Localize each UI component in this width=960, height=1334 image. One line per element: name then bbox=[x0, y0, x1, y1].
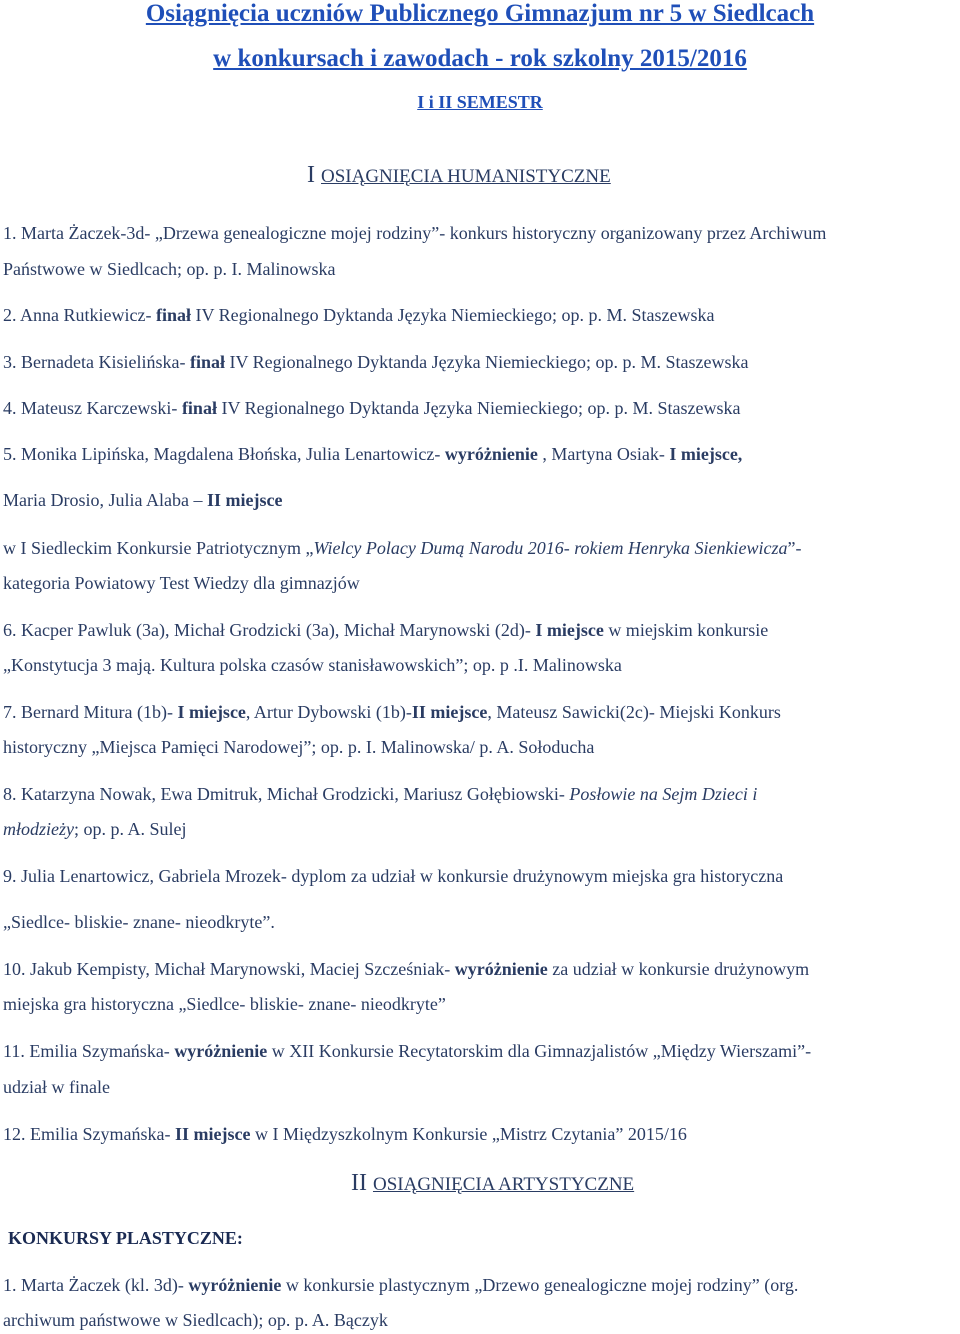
entry-emphasis: I miejsce, bbox=[669, 444, 743, 464]
entry-text: , Mateusz Sawicki(2c)- Miejski Konkurs bbox=[487, 702, 781, 722]
entry-line bbox=[3, 489, 282, 511]
entry-text: w I Siedleckim Konkursie Patriotycznym „ bbox=[3, 538, 314, 558]
entry-text: w miejskim konkursie bbox=[603, 620, 769, 640]
section-heading-arts bbox=[351, 1170, 634, 1197]
section-heading-humanities bbox=[307, 162, 611, 189]
entry-text: 4. Mateusz Karczewski- bbox=[3, 398, 182, 418]
entry-text: 7. Bernard Mitura (1b)- bbox=[3, 702, 178, 722]
entry-italic: młodzieży bbox=[3, 819, 74, 839]
entry-emphasis: I miejsce bbox=[177, 702, 246, 722]
entry-text: ; op. p. A. Sulej bbox=[74, 819, 187, 839]
entry-line bbox=[3, 397, 741, 419]
entry-emphasis: wyróżnienie bbox=[454, 959, 548, 979]
entry-line: Państwowe w Siedlcach; op. p. I. Malinowska bbox=[3, 259, 336, 279]
entry-text: 1. Marta Żaczek (kl. 3d)- bbox=[3, 1275, 189, 1295]
entry-line bbox=[3, 818, 187, 840]
entry-text: 5. Monika Lipińska, Magdalena Błońska, Julia Lenartowicz- bbox=[3, 444, 445, 464]
entry-text: , Artur Dybowski (1b)- bbox=[245, 702, 412, 722]
entry-line bbox=[3, 701, 781, 723]
section-title: OSIĄGNIĘCIA HUMANISTYCZNE bbox=[321, 166, 611, 187]
entry-text: IV Regionalnego Dyktanda Języka Niemieckiego; op. p. M. Staszewska bbox=[216, 398, 741, 418]
entry-line bbox=[3, 304, 715, 326]
entry-line bbox=[3, 619, 768, 641]
entry-emphasis: wyróżnienie bbox=[174, 1041, 268, 1061]
entry-line bbox=[3, 783, 757, 805]
entry-text: za udział w konkursie drużynowym bbox=[547, 959, 810, 979]
subheading-art-contests: KONKURSY PLASTYCZNE: bbox=[8, 1228, 243, 1248]
entry-line bbox=[3, 351, 749, 373]
entry-line: historyczny „Miejsca Pamięci Narodowej”; op. p. I. Malinowska/ p. A. Sołoducha bbox=[3, 737, 595, 757]
entry-text: IV Regionalnego Dyktanda Języka Niemieckiego; op. p. M. Staszewska bbox=[190, 305, 715, 325]
document-title: Osiągnięcia uczniów Publicznego Gimnazjum nr 5 w Siedlcach bbox=[145, 0, 815, 27]
section-numeral: II bbox=[351, 1170, 373, 1196]
semester-heading: I i II SEMESTR bbox=[417, 92, 543, 112]
entry-text: w I Międzyszkolnym Konkursie „Mistrz Czytania” 2015/16 bbox=[250, 1124, 687, 1144]
entry-emphasis: wyróżnienie bbox=[188, 1275, 282, 1295]
entry-emphasis: finał bbox=[155, 305, 191, 325]
entry-line bbox=[3, 443, 742, 465]
entry-line: „Siedlce- bliskie- znane- nieodkryte”. bbox=[3, 912, 275, 932]
entry-text: ”- bbox=[787, 538, 802, 558]
section-title: OSIĄGNIĘCIA ARTYSTYCZNE bbox=[372, 1174, 635, 1195]
entry-line bbox=[3, 1123, 687, 1145]
entry-line: kategoria Powiatowy Test Wiedzy dla gimnazjów bbox=[3, 573, 360, 593]
entry-line bbox=[3, 537, 801, 559]
entry-text: 10. Jakub Kempisty, Michał Marynowski, Maciej Szcześniak- bbox=[3, 959, 455, 979]
section-numeral: I bbox=[307, 162, 321, 188]
entry-text: 11. Emilia Szymańska- bbox=[3, 1041, 175, 1061]
entry-emphasis: wyróżnienie bbox=[444, 444, 538, 464]
entry-line: udział w finale bbox=[3, 1077, 110, 1097]
document-subtitle: w konkursach i zawodach - rok szkolny 2015/2016 bbox=[213, 45, 747, 72]
entry-text: Maria Drosio, Julia Alaba – bbox=[3, 490, 207, 510]
entry-emphasis: II miejsce bbox=[411, 702, 488, 722]
entry-text: 6. Kacper Pawluk (3a), Michał Grodzicki (3a), Michał Marynowski (2d)- bbox=[3, 620, 536, 640]
entry-text: 8. Katarzyna Nowak, Ewa Dmitruk, Michał Grodzicki, Mariusz Gołębiowski- bbox=[3, 784, 570, 804]
entry-emphasis: II miejsce bbox=[174, 1124, 251, 1144]
entry-line: 9. Julia Lenartowicz, Gabriela Mrozek- dyplom za udział w konkursie drużynowym miejska gra historyczna bbox=[3, 866, 784, 886]
entry-text: 2. Anna Rutkiewicz- bbox=[3, 305, 156, 325]
entry-emphasis: finał bbox=[189, 352, 225, 372]
entry-text: 3. Bernadeta Kisielińska- bbox=[3, 352, 190, 372]
entry-emphasis: II miejsce bbox=[206, 490, 283, 510]
entry-line bbox=[3, 958, 809, 980]
entry-text: w XII Konkursie Recytatorskim dla Gimnazjalistów „Między Wierszami”- bbox=[267, 1041, 812, 1061]
entry-italic: Posłowie na Sejm Dzieci i bbox=[569, 784, 758, 804]
entry-emphasis: I miejsce bbox=[535, 620, 604, 640]
entry-line bbox=[3, 1040, 811, 1062]
entry-line: miejska gra historyczna „Siedlce- bliskie- znane- nieodkryte” bbox=[3, 994, 446, 1014]
entry-emphasis: finał bbox=[181, 398, 217, 418]
entry-line: „Konstytucja 3 mają. Kultura polska czasów stanisławowskich”; op. p .I. Malinowska bbox=[3, 655, 622, 675]
entry-italic: Wielcy Polacy Dumą Narodu 2016- rokiem Henryka Sienkiewicza bbox=[313, 538, 788, 558]
entry-text: , Martyna Osiak- bbox=[537, 444, 670, 464]
entry-text: IV Regionalnego Dyktanda Języka Niemieckiego; op. p. M. Staszewska bbox=[224, 352, 749, 372]
entry-text: w konkursie plastycznym „Drzewo genealogiczne mojej rodziny” (org. bbox=[281, 1275, 799, 1295]
entry-line: archiwum państwowe w Siedlcach); op. p. A. Bączyk bbox=[3, 1310, 388, 1330]
entry-line: 1. Marta Żaczek-3d- „Drzewa genealogiczne mojej rodziny”- konkurs historyczny organizowany przez Archiwum bbox=[3, 223, 827, 243]
entry-line bbox=[3, 1274, 798, 1296]
entry-text: 12. Emilia Szymańska- bbox=[3, 1124, 175, 1144]
